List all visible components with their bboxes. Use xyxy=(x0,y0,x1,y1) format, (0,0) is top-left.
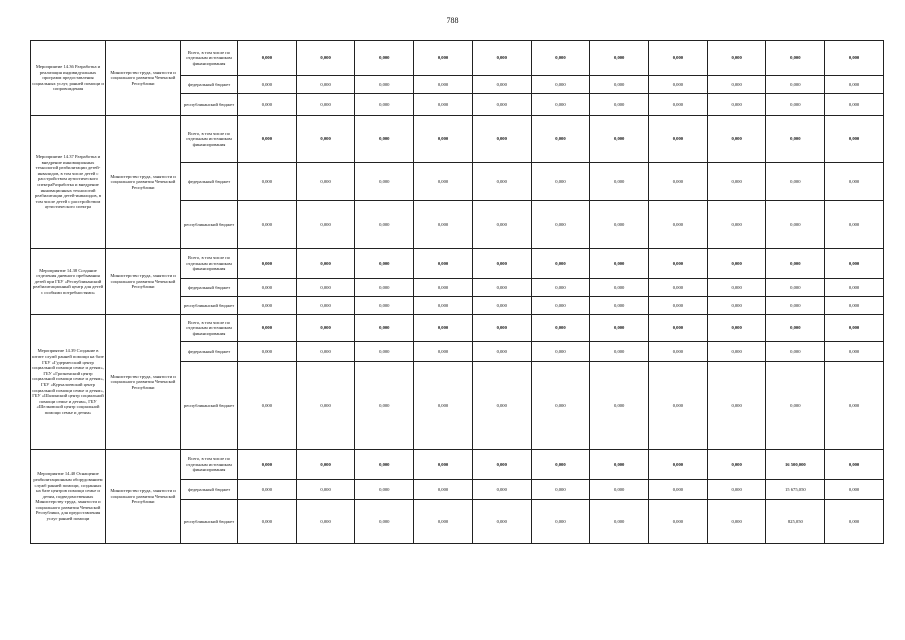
value-cell: 0,000 xyxy=(296,297,355,315)
value-cell: 0,000 xyxy=(238,163,297,201)
value-cell: 0,000 xyxy=(355,450,414,480)
value-cell: 0,000 xyxy=(766,342,825,362)
value-cell: 0,000 xyxy=(531,450,590,480)
funding-source-cell: Всего, в том числе по отдельным источникам финансирования xyxy=(181,450,238,480)
value-cell: 0,000 xyxy=(355,116,414,163)
value-cell: 0,000 xyxy=(238,76,297,94)
value-cell: 0,000 xyxy=(649,480,708,500)
value-cell: 0,000 xyxy=(531,342,590,362)
value-cell: 0,000 xyxy=(531,297,590,315)
value-cell: 0,000 xyxy=(414,76,473,94)
funding-source-cell: федеральный бюджет xyxy=(181,76,238,94)
value-cell: 16 500,000 xyxy=(766,450,825,480)
value-cell: 0,000 xyxy=(414,480,473,500)
value-cell: 0,000 xyxy=(355,249,414,279)
value-cell: 0,000 xyxy=(472,279,531,297)
value-cell: 0,000 xyxy=(414,342,473,362)
value-cell: 0,000 xyxy=(766,163,825,201)
value-cell: 0,000 xyxy=(649,342,708,362)
value-cell: 0,000 xyxy=(766,41,825,76)
value-cell: 0,000 xyxy=(238,201,297,249)
value-cell: 0,000 xyxy=(766,94,825,116)
funding-source-cell: Всего, в том числе по отдельным источникам финансирования xyxy=(181,315,238,342)
value-cell: 0,000 xyxy=(649,94,708,116)
value-cell: 0,000 xyxy=(825,116,884,163)
value-cell: 0,000 xyxy=(238,342,297,362)
value-cell: 0,000 xyxy=(825,480,884,500)
value-cell: 0,000 xyxy=(590,116,649,163)
funding-source-cell: федеральный бюджет xyxy=(181,163,238,201)
value-cell: 0,000 xyxy=(649,41,708,76)
funding-source-cell: республиканский бюджет xyxy=(181,297,238,315)
value-cell: 0,000 xyxy=(590,450,649,480)
value-cell: 0,000 xyxy=(766,279,825,297)
value-cell: 0,000 xyxy=(296,94,355,116)
value-cell: 0,000 xyxy=(649,279,708,297)
value-cell: 0,000 xyxy=(825,500,884,544)
value-cell: 0,000 xyxy=(238,480,297,500)
value-cell: 0,000 xyxy=(472,201,531,249)
funding-source-cell: федеральный бюджет xyxy=(181,342,238,362)
value-cell: 0,000 xyxy=(238,500,297,544)
value-cell: 0,000 xyxy=(296,163,355,201)
value-cell: 0,000 xyxy=(414,116,473,163)
value-cell: 0,000 xyxy=(649,450,708,480)
value-cell: 0,000 xyxy=(649,297,708,315)
value-cell: 0,000 xyxy=(238,450,297,480)
value-cell: 0,000 xyxy=(707,450,766,480)
value-cell: 0,000 xyxy=(590,94,649,116)
value-cell: 0,000 xyxy=(296,480,355,500)
value-cell: 0,000 xyxy=(707,163,766,201)
value-cell: 0,000 xyxy=(296,315,355,342)
value-cell: 0,000 xyxy=(355,480,414,500)
value-cell: 0,000 xyxy=(238,362,297,450)
value-cell: 0,000 xyxy=(531,249,590,279)
value-cell: 0,000 xyxy=(238,315,297,342)
value-cell: 0,000 xyxy=(355,279,414,297)
value-cell: 0,000 xyxy=(472,480,531,500)
value-cell: 0,000 xyxy=(472,315,531,342)
value-cell: 0,000 xyxy=(238,297,297,315)
value-cell: 0,000 xyxy=(707,94,766,116)
value-cell: 0,000 xyxy=(531,279,590,297)
value-cell: 0,000 xyxy=(707,362,766,450)
value-cell: 0,000 xyxy=(238,116,297,163)
value-cell: 0,000 xyxy=(531,76,590,94)
value-cell: 0,000 xyxy=(649,116,708,163)
value-cell: 0,000 xyxy=(531,163,590,201)
value-cell: 0,000 xyxy=(590,362,649,450)
value-cell: 0,000 xyxy=(531,41,590,76)
measure-title: Мероприятие 14.39 Создание в штате служб ранней помощи на базе ГБУ «Гудермесский центр социальной помощи семье и детям», ГБУ «Грозненский центр социальной помощи семье и детям», ГБУ «Курчалоевский центр социальной помощи семье и детям», ГБУ «Шалинский центр социальной помощи семье и детям», ГБУ «Шелковской центр социальной помощи семье и детям» xyxy=(31,315,106,450)
value-cell: 0,000 xyxy=(707,480,766,500)
value-cell: 0,000 xyxy=(766,201,825,249)
measure-title: Мероприятие 14.38 Создание отделения дневного пребывания детей при ГБУ «Республиканский реабилитационный центр для детей с особыми потребностями» xyxy=(31,249,106,315)
funding-source-cell: республиканский бюджет xyxy=(181,201,238,249)
value-cell: 0,000 xyxy=(590,41,649,76)
value-cell: 0,000 xyxy=(355,297,414,315)
value-cell: 0,000 xyxy=(531,116,590,163)
value-cell: 0,000 xyxy=(707,297,766,315)
table-row xyxy=(31,249,884,279)
table-row xyxy=(31,41,884,76)
value-cell: 0,000 xyxy=(355,76,414,94)
value-cell: 0,000 xyxy=(472,450,531,480)
value-cell: 0,000 xyxy=(355,500,414,544)
value-cell: 0,000 xyxy=(296,201,355,249)
value-cell: 0,000 xyxy=(825,342,884,362)
value-cell: 0,000 xyxy=(472,362,531,450)
value-cell: 0,000 xyxy=(355,94,414,116)
executor-cell: Министерство труда, занятости и социального развития Чеченской Республики xyxy=(106,315,181,450)
value-cell: 0,000 xyxy=(825,41,884,76)
value-cell: 0,000 xyxy=(414,41,473,76)
value-cell: 0,000 xyxy=(707,76,766,94)
value-cell: 0,000 xyxy=(766,362,825,450)
value-cell: 0,000 xyxy=(590,342,649,362)
executor-cell: Министерство труда, занятости и социального развития Чеченской Республики xyxy=(106,450,181,544)
value-cell: 0,000 xyxy=(590,480,649,500)
value-cell: 0,000 xyxy=(707,342,766,362)
value-cell: 0,000 xyxy=(590,201,649,249)
funding-source-cell: республиканский бюджет xyxy=(181,362,238,450)
value-cell: 0,000 xyxy=(472,41,531,76)
table-row xyxy=(31,315,884,342)
value-cell: 0,000 xyxy=(414,163,473,201)
value-cell: 0,000 xyxy=(766,249,825,279)
funding-source-cell: федеральный бюджет xyxy=(181,480,238,500)
value-cell: 0,000 xyxy=(766,315,825,342)
value-cell: 0,000 xyxy=(590,163,649,201)
value-cell: 0,000 xyxy=(414,94,473,116)
value-cell: 0,000 xyxy=(472,94,531,116)
value-cell: 0,000 xyxy=(707,500,766,544)
value-cell: 0,000 xyxy=(472,249,531,279)
value-cell: 0,000 xyxy=(590,500,649,544)
value-cell: 0,000 xyxy=(649,362,708,450)
value-cell: 0,000 xyxy=(707,315,766,342)
value-cell: 0,000 xyxy=(531,315,590,342)
value-cell: 0,000 xyxy=(649,201,708,249)
value-cell: 0,000 xyxy=(296,279,355,297)
value-cell: 0,000 xyxy=(649,315,708,342)
executor-cell: Министерство труда, занятости и социального развития Чеченской Республики xyxy=(106,116,181,249)
value-cell: 0,000 xyxy=(590,297,649,315)
value-cell: 0,000 xyxy=(825,94,884,116)
value-cell: 0,000 xyxy=(472,163,531,201)
value-cell: 0,000 xyxy=(825,279,884,297)
page-number: 788 xyxy=(446,16,459,25)
value-cell: 0,000 xyxy=(531,500,590,544)
value-cell: 0,000 xyxy=(355,41,414,76)
value-cell: 0,000 xyxy=(649,249,708,279)
value-cell: 0,000 xyxy=(707,201,766,249)
value-cell: 0,000 xyxy=(296,362,355,450)
value-cell: 0,000 xyxy=(472,342,531,362)
value-cell: 0,000 xyxy=(649,76,708,94)
value-cell: 0,000 xyxy=(355,342,414,362)
funding-source-cell: Всего, в том числе по отдельным источникам финансирования xyxy=(181,249,238,279)
value-cell: 0,000 xyxy=(414,297,473,315)
value-cell: 0,000 xyxy=(296,116,355,163)
value-cell: 0,000 xyxy=(531,362,590,450)
value-cell: 0,000 xyxy=(238,41,297,76)
value-cell: 0,000 xyxy=(238,279,297,297)
value-cell: 0,000 xyxy=(766,297,825,315)
value-cell: 0,000 xyxy=(531,201,590,249)
value-cell: 0,000 xyxy=(531,94,590,116)
value-cell: 0,000 xyxy=(825,297,884,315)
value-cell: 0,000 xyxy=(414,362,473,450)
value-cell: 0,000 xyxy=(825,163,884,201)
value-cell: 0,000 xyxy=(414,315,473,342)
table-row xyxy=(31,450,884,480)
value-cell: 0,000 xyxy=(649,163,708,201)
value-cell: 0,000 xyxy=(590,249,649,279)
value-cell: 0,000 xyxy=(472,76,531,94)
value-cell: 0,000 xyxy=(649,500,708,544)
value-cell: 0,000 xyxy=(825,362,884,450)
value-cell: 0,000 xyxy=(296,500,355,544)
value-cell: 0,000 xyxy=(590,279,649,297)
value-cell: 0,000 xyxy=(296,249,355,279)
measure-title: Мероприятие 14.37 Разработка и внедрение инновационных технологий реабилитации детей-инвалидов, в том числе детей с расстройством аутистического спектраРазработка и внедрение инновационных технологий реабилитации детей-инвалидов, в том числе детей с расстройством аутистического спектра xyxy=(31,116,106,249)
executor-cell: Министерство труда, занятости и социального развития Чеченской Республики xyxy=(106,41,181,116)
value-cell: 0,000 xyxy=(766,76,825,94)
value-cell: 0,000 xyxy=(825,315,884,342)
value-cell: 0,000 xyxy=(472,297,531,315)
value-cell: 0,000 xyxy=(825,201,884,249)
value-cell: 0,000 xyxy=(707,249,766,279)
measure-title: Мероприятие 14.36 Разработка и реализация индивидуальных программ предоставления социальных услуг, ранней помощи и сопровождения xyxy=(31,41,106,116)
value-cell: 0,000 xyxy=(414,249,473,279)
value-cell: 0,000 xyxy=(414,500,473,544)
value-cell: 0,000 xyxy=(238,249,297,279)
value-cell: 0,000 xyxy=(355,315,414,342)
value-cell: 0,000 xyxy=(472,116,531,163)
value-cell: 0,000 xyxy=(825,76,884,94)
table-row xyxy=(31,116,884,163)
value-cell: 0,000 xyxy=(414,450,473,480)
value-cell: 0,000 xyxy=(531,480,590,500)
value-cell: 0,000 xyxy=(825,249,884,279)
value-cell: 0,000 xyxy=(707,116,766,163)
value-cell: 0,000 xyxy=(414,201,473,249)
value-cell: 0,000 xyxy=(472,500,531,544)
value-cell: 0,000 xyxy=(766,116,825,163)
budget-table xyxy=(30,40,884,544)
funding-source-cell: Всего, в том числе по отдельным источникам финансирования xyxy=(181,41,238,76)
funding-source-cell: Всего, в том числе по отдельным источникам финансирования xyxy=(181,116,238,163)
funding-source-cell: республиканский бюджет xyxy=(181,94,238,116)
value-cell: 0,000 xyxy=(590,315,649,342)
value-cell: 0,000 xyxy=(707,41,766,76)
value-cell: 0,000 xyxy=(296,342,355,362)
value-cell: 0,000 xyxy=(355,201,414,249)
measure-title: Мероприятие 14.40 Оснащение реабилитационным оборудованием служб ранней помощи, созданных на базе центров помощи семье и детям, подведомственных Министерству труда, занятости и социального развития Чеченской Республики, для предоставления услуг ранней помощи xyxy=(31,450,106,544)
executor-cell: Министерство труда, занятости и социального развития Чеченской Республики xyxy=(106,249,181,315)
value-cell: 0,000 xyxy=(355,163,414,201)
value-cell: 0,000 xyxy=(414,279,473,297)
value-cell: 15 675,050 xyxy=(766,480,825,500)
value-cell: 0,000 xyxy=(238,94,297,116)
value-cell: 0,000 xyxy=(296,76,355,94)
value-cell: 0,000 xyxy=(355,362,414,450)
value-cell: 0,000 xyxy=(296,41,355,76)
value-cell: 0,000 xyxy=(590,76,649,94)
value-cell: 0,000 xyxy=(707,279,766,297)
funding-source-cell: федеральный бюджет xyxy=(181,279,238,297)
value-cell: 0,000 xyxy=(825,450,884,480)
value-cell: 0,000 xyxy=(296,450,355,480)
value-cell: 825,050 xyxy=(766,500,825,544)
funding-source-cell: республиканский бюджет xyxy=(181,500,238,544)
